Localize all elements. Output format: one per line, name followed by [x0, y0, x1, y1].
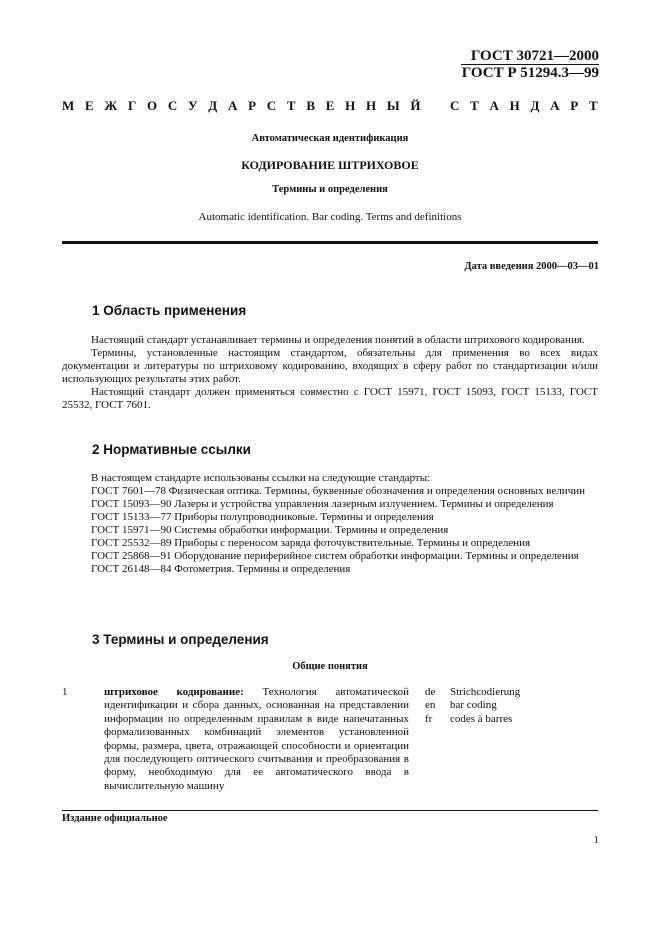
- title-topic: Автоматическая идентификация: [251, 133, 409, 144]
- banner-letter: Т: [286, 98, 296, 113]
- section-3-subheading: Общие понятия: [292, 661, 368, 672]
- introduction-date: Дата введения 2000—03—01: [464, 261, 599, 272]
- banner-letter: В: [306, 98, 315, 113]
- reference-item: ГОСТ 15133—77 Приборы полупроводниковые. Термины и определения: [91, 511, 434, 523]
- reference-item: ГОСТ 7601—78 Физическая оптика. Термины, буквенные обозначения и определения основных величин: [91, 485, 586, 497]
- banner-letter: А: [550, 98, 560, 113]
- banner-letter: Р: [570, 98, 579, 113]
- language-code: en: [425, 699, 436, 712]
- foreign-equivalent: bar coding: [450, 699, 497, 712]
- term-language-codes: [425, 686, 435, 726]
- banner-letter: Ж: [104, 98, 118, 113]
- foreign-equivalent: Strichcodierung: [450, 686, 521, 698]
- banner-gap: [431, 98, 439, 114]
- term-entry: [104, 686, 409, 793]
- banner-letter: Е: [325, 98, 335, 113]
- term-name: штриховое кодирование:: [104, 686, 244, 698]
- banner-letter: Ы: [386, 98, 400, 113]
- banner-letter: Д: [530, 98, 540, 113]
- reference-item: ГОСТ 15971—90 Системы обработки информации. Термины и определения: [91, 524, 449, 536]
- banner-letter: Т: [470, 98, 479, 113]
- term-foreign-equivalents: [450, 686, 520, 726]
- title-english: Automatic identification. Bar coding. Terms and definitions: [198, 211, 462, 223]
- reference-item: ГОСТ 25532—89 Приборы с переносом заряда фоточувствительные. Термины и определения: [91, 537, 531, 549]
- official-edition-label: Издание официальное: [62, 813, 168, 824]
- banner-letter: С: [449, 98, 460, 113]
- section-1-heading: 1 Область применения: [92, 303, 247, 318]
- banner-letter: Т: [588, 98, 598, 113]
- language-code: fr: [425, 712, 433, 725]
- banner-letter: Е: [85, 98, 94, 113]
- language-code: de: [425, 686, 436, 698]
- banner-letter: А: [489, 98, 499, 113]
- banner-letter: О: [147, 98, 158, 113]
- section-1-paragraph: Термины, установленные настоящим стандартом, обязательны для применения во всех видах документации и литературы по штриховому кодированию, входящих в сферу работ по стандартизации и/или использующих результаты этих работ.: [62, 347, 598, 385]
- section-1-paragraph: Настоящий стандарт устанавливает термины и определения понятий в области штрихового кодирования.: [91, 334, 585, 346]
- banner-letter: А: [227, 98, 238, 113]
- references-intro: В настоящем стандарте использованы ссылки на следующие стандарты:: [91, 472, 431, 484]
- section-2-heading: 2 Нормативные ссылки: [92, 442, 251, 457]
- section-3-heading: 3 Термины и определения: [92, 632, 269, 647]
- banner-letter: Н: [345, 98, 356, 113]
- banner-letter: У: [188, 98, 198, 113]
- reference-item: ГОСТ 15093—90 Лазеры и устройства управления лазерным излучением. Термины и определения: [91, 498, 554, 510]
- section-2-body: [62, 472, 598, 576]
- interstate-standard-banner: [62, 98, 598, 114]
- banner-letter: Р: [248, 98, 257, 113]
- title-main: КОДИРОВАНИЕ ШТРИХОВОЕ: [241, 158, 419, 172]
- footer-divider: [62, 810, 598, 811]
- section-1-paragraph: Настоящий стандарт должен применяться совместно с ГОСТ 15971, ГОСТ 15093, ГОСТ 15133, ГОСТ 25532, ГОСТ 7601.: [62, 386, 598, 411]
- reference-item: ГОСТ 25868—91 Оборудование периферийное систем обработки информации. Термины и определения: [91, 550, 579, 562]
- page-number: 1: [593, 834, 599, 846]
- banner-letter: М: [62, 98, 75, 113]
- title-sub: Термины и определения: [272, 184, 388, 195]
- term-definition: Технология автоматической идентификации и сбора данных, основанная на представлении информации по определенным правилам в виде напечатанных формализованных комбинаций элементов установленной формы, размера, цвета, отражающей способности и ориентации для последующего оптического считывания и преобразования в форму, необходимую для ее автоматического ввода в вычислительную машину: [104, 686, 409, 792]
- banner-letter: Й: [410, 98, 421, 113]
- gost-number-primary: ГОСТ 30721—2000: [470, 48, 599, 64]
- banner-letter: Н: [366, 98, 377, 113]
- term-number: 1: [62, 686, 68, 698]
- reference-item: ГОСТ 26148—84 Фотометрия. Термины и определения: [91, 563, 351, 575]
- foreign-equivalent: codes à barres: [450, 712, 513, 725]
- banner-letter: Н: [509, 98, 520, 113]
- banner-letter: С: [266, 98, 277, 113]
- title-divider: [62, 241, 598, 244]
- section-1-body: [62, 334, 598, 412]
- banner-letter: Д: [208, 98, 218, 113]
- gost-number-secondary: ГОСТ Р 51294.3—99: [461, 65, 599, 81]
- banner-letter: С: [167, 98, 178, 113]
- banner-letter: Г: [128, 98, 137, 113]
